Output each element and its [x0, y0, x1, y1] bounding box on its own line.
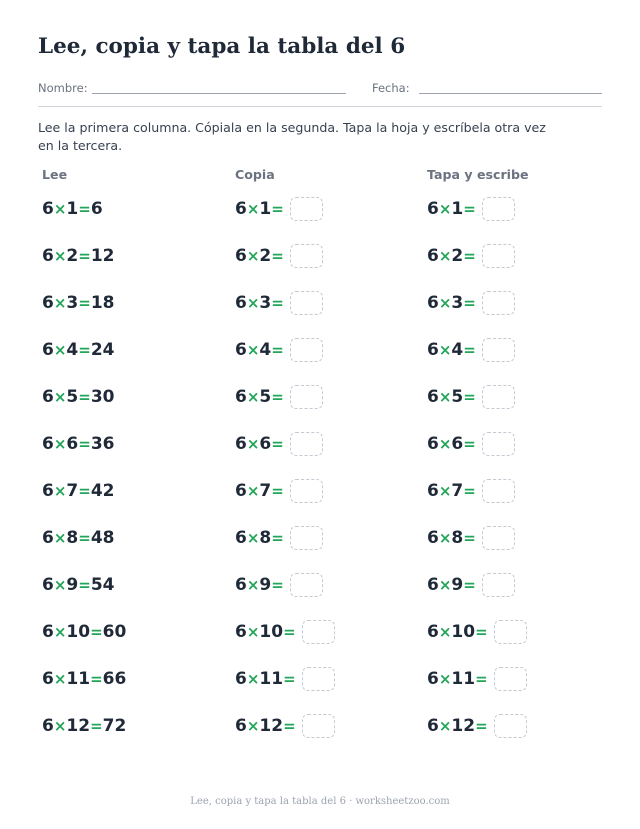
factor-b: 7: [66, 481, 79, 501]
answer-box[interactable]: [482, 385, 515, 409]
read-row: [42, 194, 103, 224]
read-row: [42, 335, 115, 365]
answer-box[interactable]: [290, 526, 323, 550]
copy-row: [235, 335, 323, 365]
header-divider: [38, 106, 602, 107]
read-row: [42, 664, 126, 694]
answer-box[interactable]: [494, 620, 527, 644]
times-sign: ×: [438, 529, 452, 547]
equals-sign: =: [271, 388, 284, 406]
equals-sign: =: [78, 341, 91, 359]
factor-a: 6: [42, 293, 54, 313]
factor-b: 12: [66, 716, 91, 736]
times-sign: ×: [246, 247, 260, 265]
factor-a: 6: [427, 481, 439, 501]
copy-row: [235, 382, 323, 412]
copy-row: [235, 523, 323, 553]
factor-a: 6: [235, 575, 247, 595]
factor-b: 9: [66, 575, 79, 595]
product: 30: [90, 387, 115, 407]
answer-box[interactable]: [482, 244, 515, 268]
product: 6: [90, 199, 103, 219]
factor-b: 1: [259, 199, 272, 219]
times-sign: ×: [246, 670, 260, 688]
equals-sign: =: [90, 717, 103, 735]
times-sign: ×: [53, 576, 67, 594]
factor-a: 6: [235, 669, 247, 689]
factor-a: 6: [42, 528, 54, 548]
factor-b: 3: [259, 293, 272, 313]
equals-sign: =: [463, 341, 476, 359]
factor-b: 8: [66, 528, 79, 548]
times-sign: ×: [53, 717, 67, 735]
factor-a: 6: [427, 669, 439, 689]
copy-row: [235, 429, 323, 459]
factor-a: 6: [427, 199, 439, 219]
times-sign: ×: [246, 717, 260, 735]
factor-a: 6: [235, 434, 247, 454]
times-sign: ×: [246, 576, 260, 594]
factor-b: 2: [66, 246, 79, 266]
read-row: [42, 523, 115, 553]
times-sign: ×: [246, 435, 260, 453]
equals-sign: =: [283, 670, 296, 688]
factor-b: 8: [259, 528, 272, 548]
column-header-cover-write: Tapa y escribe: [427, 167, 529, 182]
equals-sign: =: [463, 200, 476, 218]
answer-box[interactable]: [482, 432, 515, 456]
cover-write-row: [427, 664, 527, 694]
factor-b: 9: [259, 575, 272, 595]
factor-a: 6: [42, 340, 54, 360]
factor-b: 5: [451, 387, 464, 407]
cover-write-row: [427, 570, 515, 600]
product: 72: [102, 716, 127, 736]
product: 18: [90, 293, 115, 313]
factor-a: 6: [427, 716, 439, 736]
equals-sign: =: [78, 529, 91, 547]
copy-row: [235, 570, 323, 600]
equals-sign: =: [475, 623, 488, 641]
times-sign: ×: [53, 529, 67, 547]
equals-sign: =: [271, 200, 284, 218]
times-sign: ×: [53, 435, 67, 453]
times-sign: ×: [246, 388, 260, 406]
factor-b: 2: [259, 246, 272, 266]
answer-box[interactable]: [482, 526, 515, 550]
equals-sign: =: [271, 576, 284, 594]
product: 54: [90, 575, 115, 595]
column-header-copy: Copia: [235, 167, 275, 182]
factor-b: 11: [259, 669, 284, 689]
cover-write-row: [427, 241, 515, 271]
product: 12: [90, 246, 115, 266]
equals-sign: =: [271, 435, 284, 453]
copy-row: [235, 288, 323, 318]
factor-a: 6: [427, 434, 439, 454]
factor-a: 6: [235, 622, 247, 642]
times-sign: ×: [438, 388, 452, 406]
cover-write-row: [427, 617, 527, 647]
factor-b: 9: [451, 575, 464, 595]
times-sign: ×: [438, 482, 452, 500]
answer-box[interactable]: [290, 338, 323, 362]
times-sign: ×: [246, 341, 260, 359]
factor-b: 10: [451, 622, 476, 642]
factor-a: 6: [42, 575, 54, 595]
times-sign: ×: [438, 576, 452, 594]
product: 24: [90, 340, 115, 360]
factor-a: 6: [427, 340, 439, 360]
factor-b: 6: [259, 434, 272, 454]
read-row: [42, 711, 126, 741]
factor-a: 6: [235, 387, 247, 407]
equals-sign: =: [90, 623, 103, 641]
times-sign: ×: [53, 294, 67, 312]
times-sign: ×: [53, 670, 67, 688]
factor-b: 7: [451, 481, 464, 501]
factor-a: 6: [42, 387, 54, 407]
times-sign: ×: [246, 529, 260, 547]
answer-box[interactable]: [494, 714, 527, 738]
equals-sign: =: [78, 435, 91, 453]
date-label: Fecha:: [372, 81, 410, 95]
factor-a: 6: [235, 481, 247, 501]
factor-a: 6: [235, 528, 247, 548]
product: 48: [90, 528, 115, 548]
factor-b: 2: [451, 246, 464, 266]
factor-b: 4: [66, 340, 79, 360]
factor-a: 6: [427, 246, 439, 266]
read-row: [42, 288, 115, 318]
factor-a: 6: [42, 434, 54, 454]
read-row: [42, 617, 126, 647]
column-header-read: Lee: [42, 167, 68, 182]
factor-a: 6: [235, 293, 247, 313]
cover-write-row: [427, 335, 515, 365]
cover-write-row: [427, 476, 515, 506]
times-sign: ×: [438, 247, 452, 265]
copy-row: [235, 194, 323, 224]
answer-box[interactable]: [290, 479, 323, 503]
factor-a: 6: [42, 481, 54, 501]
answer-box[interactable]: [290, 197, 323, 221]
equals-sign: =: [463, 529, 476, 547]
factor-b: 12: [259, 716, 284, 736]
cover-write-row: [427, 523, 515, 553]
factor-a: 6: [235, 716, 247, 736]
read-row: [42, 429, 115, 459]
equals-sign: =: [90, 670, 103, 688]
answer-box[interactable]: [302, 714, 335, 738]
times-sign: ×: [53, 200, 67, 218]
times-sign: ×: [438, 670, 452, 688]
copy-row: [235, 617, 335, 647]
name-label: Nombre:: [38, 81, 88, 95]
worksheet-title: Lee, copia y tapa la tabla del 6: [38, 34, 406, 59]
factor-b: 3: [451, 293, 464, 313]
factor-a: 6: [427, 293, 439, 313]
equals-sign: =: [463, 576, 476, 594]
times-sign: ×: [53, 482, 67, 500]
times-sign: ×: [53, 623, 67, 641]
answer-box[interactable]: [482, 291, 515, 315]
answer-box[interactable]: [290, 573, 323, 597]
times-sign: ×: [246, 200, 260, 218]
equals-sign: =: [78, 294, 91, 312]
factor-a: 6: [42, 716, 54, 736]
factor-b: 10: [66, 622, 91, 642]
factor-a: 6: [42, 669, 54, 689]
equals-sign: =: [271, 247, 284, 265]
cover-write-row: [427, 382, 515, 412]
answer-box[interactable]: [482, 479, 515, 503]
answer-box[interactable]: [482, 338, 515, 362]
equals-sign: =: [271, 294, 284, 312]
read-row: [42, 382, 115, 412]
equals-sign: =: [463, 435, 476, 453]
name-field[interactable]: [92, 93, 346, 94]
equals-sign: =: [283, 623, 296, 641]
equals-sign: =: [475, 670, 488, 688]
answer-box[interactable]: [302, 667, 335, 691]
factor-b: 1: [66, 199, 79, 219]
factor-b: 6: [66, 434, 79, 454]
times-sign: ×: [438, 294, 452, 312]
instructions: Lee la primera columna. Cópiala en la segunda. Tapa la hoja y escríbela otra vez en la tercera.: [38, 120, 546, 153]
equals-sign: =: [78, 247, 91, 265]
equals-sign: =: [271, 529, 284, 547]
cover-write-row: [427, 429, 515, 459]
times-sign: ×: [53, 247, 67, 265]
equals-sign: =: [463, 388, 476, 406]
factor-a: 6: [427, 528, 439, 548]
equals-sign: =: [78, 388, 91, 406]
factor-a: 6: [235, 199, 247, 219]
answer-box[interactable]: [290, 291, 323, 315]
answer-box[interactable]: [302, 620, 335, 644]
date-field[interactable]: [419, 93, 602, 94]
factor-a: 6: [235, 340, 247, 360]
equals-sign: =: [283, 717, 296, 735]
times-sign: ×: [438, 200, 452, 218]
factor-b: 5: [259, 387, 272, 407]
factor-a: 6: [42, 622, 54, 642]
product: 36: [90, 434, 115, 454]
answer-box[interactable]: [482, 197, 515, 221]
times-sign: ×: [438, 341, 452, 359]
factor-b: 11: [66, 669, 91, 689]
times-sign: ×: [438, 623, 452, 641]
times-sign: ×: [246, 623, 260, 641]
read-row: [42, 241, 115, 271]
times-sign: ×: [53, 388, 67, 406]
footer: Lee, copia y tapa la tabla del 6 · worksheetzoo.com: [190, 796, 450, 807]
equals-sign: =: [78, 576, 91, 594]
copy-row: [235, 241, 323, 271]
answer-box[interactable]: [494, 667, 527, 691]
cover-write-row: [427, 711, 527, 741]
factor-a: 6: [427, 387, 439, 407]
factor-b: 10: [259, 622, 284, 642]
times-sign: ×: [438, 435, 452, 453]
equals-sign: =: [475, 717, 488, 735]
factor-b: 4: [259, 340, 272, 360]
equals-sign: =: [463, 247, 476, 265]
factor-a: 6: [42, 199, 54, 219]
answer-box[interactable]: [482, 573, 515, 597]
factor-b: 8: [451, 528, 464, 548]
factor-b: 11: [451, 669, 476, 689]
product: 66: [102, 669, 127, 689]
equals-sign: =: [463, 482, 476, 500]
factor-b: 3: [66, 293, 79, 313]
equals-sign: =: [463, 294, 476, 312]
times-sign: ×: [53, 341, 67, 359]
equals-sign: =: [78, 482, 91, 500]
cover-write-row: [427, 288, 515, 318]
answer-box[interactable]: [290, 244, 323, 268]
factor-a: 6: [427, 622, 439, 642]
times-sign: ×: [246, 482, 260, 500]
copy-row: [235, 664, 335, 694]
times-sign: ×: [246, 294, 260, 312]
factor-a: 6: [42, 246, 54, 266]
times-sign: ×: [438, 717, 452, 735]
read-row: [42, 570, 115, 600]
cover-write-row: [427, 194, 515, 224]
copy-row: [235, 476, 323, 506]
equals-sign: =: [271, 482, 284, 500]
factor-a: 6: [427, 575, 439, 595]
answer-box[interactable]: [290, 385, 323, 409]
equals-sign: =: [78, 200, 91, 218]
factor-b: 4: [451, 340, 464, 360]
read-row: [42, 476, 115, 506]
answer-box[interactable]: [290, 432, 323, 456]
factor-b: 7: [259, 481, 272, 501]
factor-b: 5: [66, 387, 79, 407]
product: 42: [90, 481, 115, 501]
factor-b: 6: [451, 434, 464, 454]
copy-row: [235, 711, 335, 741]
factor-b: 1: [451, 199, 464, 219]
factor-b: 12: [451, 716, 476, 736]
product: 60: [102, 622, 127, 642]
equals-sign: =: [271, 341, 284, 359]
factor-a: 6: [235, 246, 247, 266]
